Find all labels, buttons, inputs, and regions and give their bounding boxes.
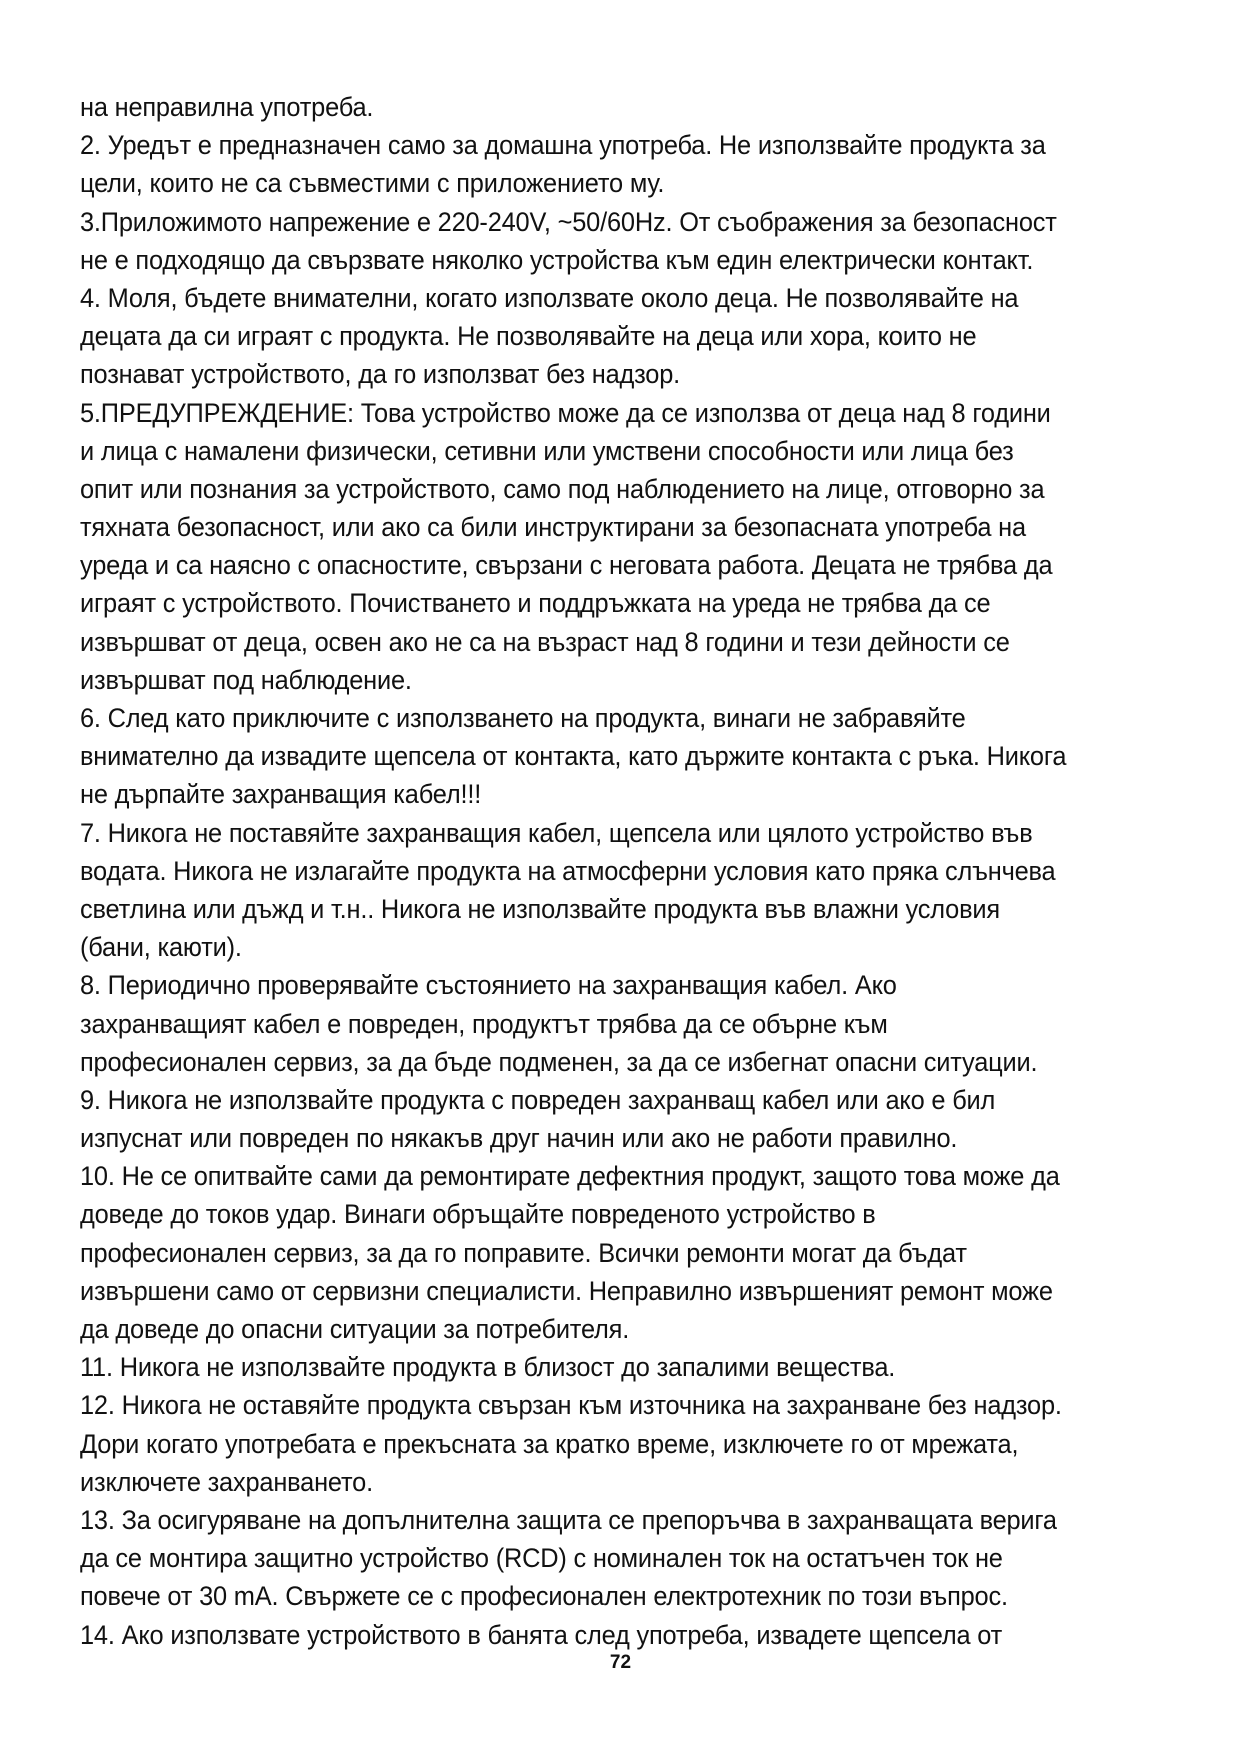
text-line: на неправилна употреба. — [80, 92, 374, 122]
text-line: 9. Никога не използвайте продукта с повреден захранващ кабел или ако е бил — [80, 1084, 996, 1115]
page-body — [80, 88, 1170, 1654]
text-line: 14. Ако използвате устройството в банята след употреба, извадете щепсела от — [80, 1619, 1003, 1650]
text-line: опит или познания за устройството, само под наблюдението на лице, отговорно за — [80, 473, 1045, 504]
text-line: 10. Не се опитвайте сами да ремонтирате дефектния продукт, защото това може да — [80, 1161, 1060, 1192]
text-line: доведе до токов удар. Винаги обръщайте повреденото устройство в — [80, 1199, 876, 1230]
text-line: 4. Моля, бъдете внимателни, когато използвате около деца. Не позволявайте на — [80, 282, 1019, 313]
text-line: 12. Никога не оставяйте продукта свързан към източника на захранване без надзор. — [80, 1390, 1062, 1421]
text-line: тяхната безопасност, или ако са били инструктирани за безопасната употреба на — [80, 512, 1026, 543]
text-line: внимателно да извадите щепсела от контакта, като държите контакта с ръка. Никога — [80, 741, 1067, 772]
text-line: Дори когато употребата е прекъсната за кратко време, изключете го от мрежата, — [80, 1428, 1019, 1459]
text-line: изпуснат или повреден по някакъв друг начин или ако не работи правилно. — [80, 1123, 958, 1154]
text-line: да доведе до опасни ситуации за потребителя. — [80, 1314, 630, 1344]
text-line: децата да си играят с продукта. Не позволявайте на деца или хора, които не — [80, 321, 977, 352]
text-line: 11. Никога не използвайте продукта в близост до запалими вещества. — [80, 1352, 896, 1383]
text-line: 8. Периодично проверявайте състоянието на захранващия кабел. Ако — [80, 970, 897, 1001]
text-line: играят с устройството. Почистването и поддръжката на уреда не трябва да се — [80, 588, 991, 619]
text-line: повече от 30 mA. Свържете се с професионален електротехник по този въпрос. — [80, 1581, 1008, 1612]
text-line: извършват под наблюдение. — [80, 664, 412, 695]
text-line: 13. За осигуряване на допълнителна защита се препоръчва в захранващата верига — [80, 1504, 1057, 1535]
text-line: и лица с намалени физически, сетивни или умствени способности или лица без — [80, 435, 1014, 466]
text-line: 5.ПРЕДУПРЕЖДЕНИЕ: Това устройство може да се използва от деца над 8 години — [80, 397, 1051, 428]
text-line: професионален сервиз, за да бъде подменен, за да се избегнат опасни ситуации. — [80, 1046, 1038, 1077]
text-line: да се монтира защитно устройство (RCD) с номинален ток на остатъчен ток не — [80, 1543, 1003, 1574]
text-line: 3.Приложимото напрежение е 220-240V, ~50/60Hz. От съображения за безопасност — [80, 206, 1057, 237]
page-number: 72 — [609, 1652, 632, 1673]
text-line: уреда и са наясно с опасностите, свързани с неговата работа. Децата не трябва да — [80, 550, 1053, 581]
text-line: водата. Никога не излагайте продукта на атмосферни условия като пряка слънчева — [80, 855, 1056, 886]
text-line: цели, които не са съвместими с приложението му. — [80, 168, 665, 199]
text-line: изключете захранването. — [80, 1466, 373, 1497]
text-line: захранващият кабел е повреден, продуктът трябва да се обърне към — [80, 1008, 888, 1039]
text-line: 2. Уредът е предназначен само за домашна употреба. Не използвайте продукта за — [80, 130, 1046, 161]
text-line: не дърпайте захранващия кабел!!! — [80, 779, 482, 810]
text-line: (бани, каюти). — [80, 932, 242, 963]
text-line: 6. След като приключите с използването на продукта, винаги не забравяйте — [80, 703, 966, 733]
text-line: 7. Никога не поставяйте захранващия кабел, щепсела или цялото устройство във — [80, 817, 1033, 848]
text-line: познават устройството, да го използват без надзор. — [80, 359, 681, 390]
text-line: професионален сервиз, за да го поправите. Всички ремонти могат да бъдат — [80, 1237, 967, 1268]
text-line: светлина или дъжд и т.н.. Никога не използвайте продукта във влажни условия — [80, 893, 1000, 924]
text-line: извършват от деца, освен ако не са на възраст над 8 години и тези дейности се — [80, 626, 1010, 657]
text-line: извършени само от сервизни специалисти. Неправилно извършеният ремонт може — [80, 1275, 1053, 1306]
text-line: не е подходящо да свързвате няколко устройства към един електрически контакт. — [80, 244, 1034, 275]
